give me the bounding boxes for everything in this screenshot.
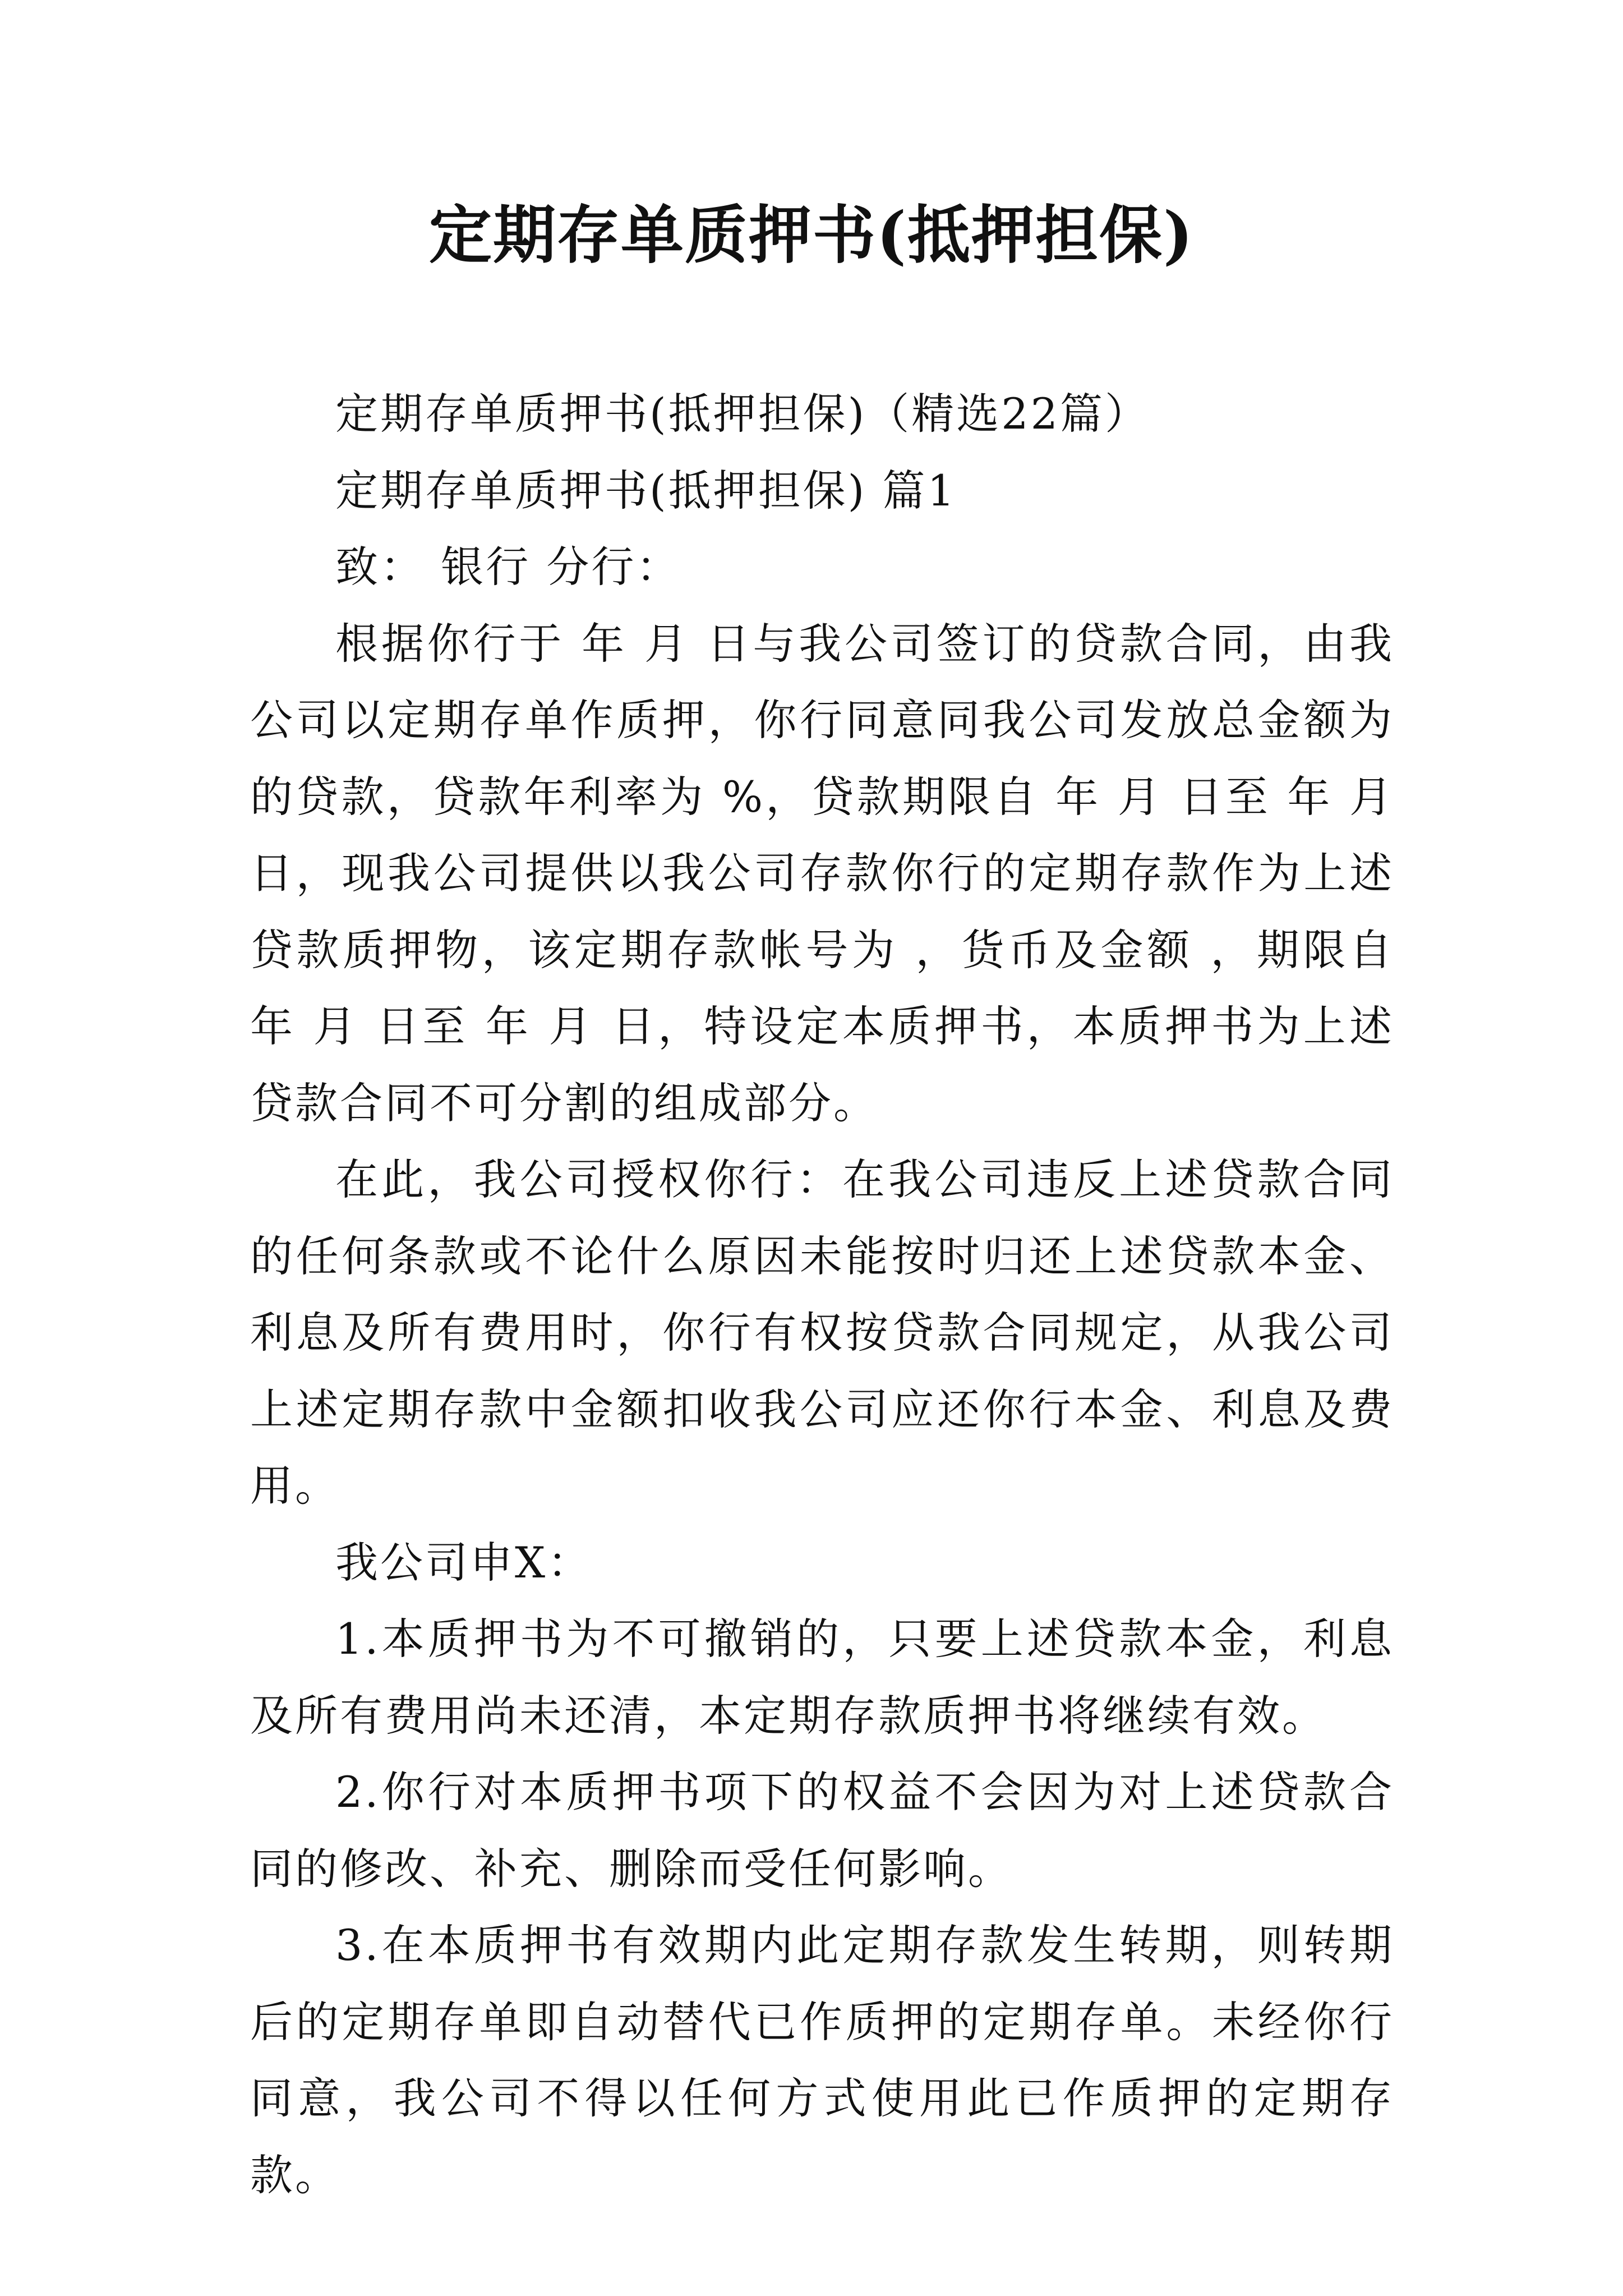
clause-paragraph: 2.你行对本质押书项下的权益不会因为对上述贷款合同的修改、补充、删除而受任何影响。 bbox=[250, 1767, 1394, 1894]
subtitle-paragraph: 定期存单质押书(抵押担保)（精选22篇） bbox=[335, 389, 1150, 439]
document-title: 定期存单质押书(抵押担保) bbox=[429, 199, 1194, 272]
addressee-line: 致： 银行 分行： bbox=[335, 542, 681, 592]
declaration-heading: 我公司申X： bbox=[335, 1537, 593, 1588]
body-paragraph: 根据你行于 年 月 日与我公司签订的贷款合同，由我公司以定期存单作质押，你行同意同我公司发放总金额为的贷款，贷款年利率为 %，贷款期限自 年 月 日至 年 月 日，现我公司提供以我公司存款你行的定期存款作为上述贷款质押物，该定期存款帐号为 ，货币及金额 ，期限自 年 月 日至 年 月 日，特设定本质押书，本质押书为上述贷款合同不可分割的组成部分。 bbox=[250, 618, 1394, 1128]
clause-paragraph: 1.本质押书为不可撤销的，只要上述贷款本金，利息及所有费用尚未还清，本定期存款质押书将继续有效。 bbox=[250, 1614, 1394, 1741]
document-body bbox=[250, 376, 1394, 2214]
body-paragraph: 在此，我公司授权你行：在我公司违反上述贷款合同的任何条款或不论什么原因未能按时归还上述贷款本金、利息及所有费用时，你行有权按贷款合同规定，从我公司上述定期存款中金额扣收我公司应还你行本金、利息及费用。 bbox=[250, 1154, 1394, 1511]
section-heading: 定期存单质押书(抵押担保) 篇1 bbox=[335, 465, 957, 516]
clause-paragraph: 3.在本质押书有效期内此定期存款发生转期，则转期后的定期存单即自动替代已作质押的定期存单。未经你行同意，我公司不得以任何方式使用此已作质押的定期存款。 bbox=[250, 1920, 1394, 2200]
